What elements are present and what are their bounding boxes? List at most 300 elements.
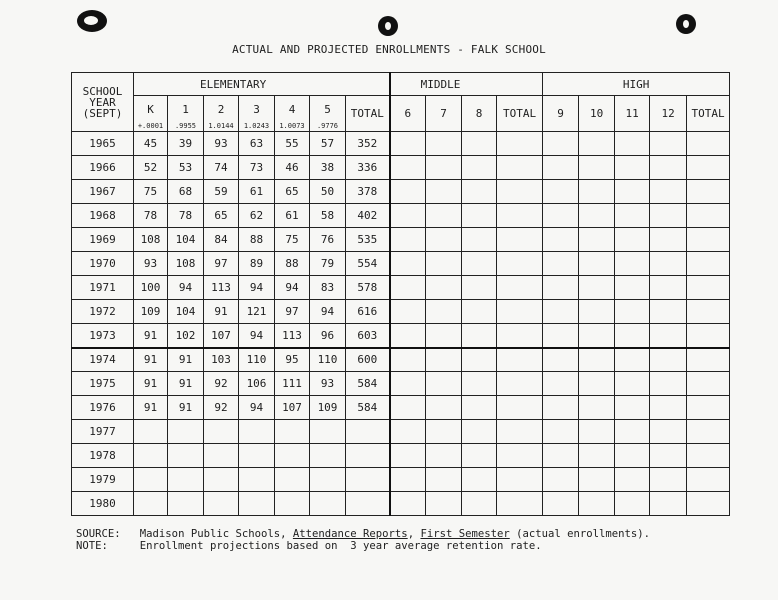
enrollment-cell	[168, 420, 204, 444]
enrollment-cell: 74	[204, 156, 239, 180]
empty-cell	[426, 252, 462, 276]
enrollment-cell	[204, 444, 239, 468]
empty-cell	[687, 156, 730, 180]
source-separator: ,	[407, 528, 421, 540]
grade-header-10: 10	[579, 96, 615, 132]
enrollment-cell: 94	[239, 396, 275, 420]
enrollment-cell	[204, 492, 239, 516]
grade-label: 4	[288, 103, 296, 116]
empty-cell	[497, 204, 543, 228]
enrollment-cell: 110	[239, 348, 275, 372]
enrollment-cell: 106	[239, 372, 275, 396]
empty-cell	[650, 300, 687, 324]
empty-cell	[615, 372, 650, 396]
empty-cell	[390, 132, 426, 156]
empty-cell	[543, 156, 579, 180]
grade-header-9: 9	[543, 96, 579, 132]
enrollment-cell: 94	[275, 276, 310, 300]
grade-label: 1	[182, 103, 189, 116]
school-year-line2: YEAR	[89, 95, 116, 109]
enrollment-cell: 75	[275, 228, 310, 252]
enrollment-table	[71, 72, 730, 516]
empty-cell	[543, 492, 579, 516]
empty-cell	[462, 324, 497, 348]
enrollment-cell: 91	[204, 300, 239, 324]
empty-cell	[615, 252, 650, 276]
empty-cell	[390, 372, 426, 396]
enrollment-cell: 84	[204, 228, 239, 252]
empty-cell	[687, 492, 730, 516]
empty-cell	[426, 180, 462, 204]
empty-cell	[615, 156, 650, 180]
note-text: Enrollment projections based on 3 year average retention rate.	[139, 540, 542, 552]
table-row	[72, 180, 730, 204]
enrollment-cell	[239, 420, 275, 444]
grade-header-11: 11	[615, 96, 650, 132]
enrollment-cell	[275, 420, 310, 444]
enrollment-cell: 73	[239, 156, 275, 180]
enrollment-cell: 108	[168, 252, 204, 276]
elementary-total-cell: 402	[346, 204, 390, 228]
empty-cell	[615, 300, 650, 324]
punch-hole-left	[77, 10, 107, 32]
enrollment-cell: 65	[204, 204, 239, 228]
enrollment-cell	[239, 492, 275, 516]
enrollment-cell: 88	[275, 252, 310, 276]
enrollment-cell: 94	[310, 300, 346, 324]
empty-cell	[650, 324, 687, 348]
table-row	[72, 444, 730, 468]
empty-cell	[426, 468, 462, 492]
empty-cell	[497, 252, 543, 276]
enrollment-cell: 94	[239, 276, 275, 300]
empty-cell	[615, 324, 650, 348]
empty-cell	[462, 156, 497, 180]
empty-cell	[497, 324, 543, 348]
empty-cell	[497, 180, 543, 204]
enrollment-cell: 59	[204, 180, 239, 204]
empty-cell	[615, 492, 650, 516]
empty-cell	[579, 444, 615, 468]
retention-rate: 1.0243	[243, 122, 270, 130]
empty-cell	[462, 132, 497, 156]
year-cell: 1968	[72, 204, 134, 228]
empty-cell	[615, 468, 650, 492]
enrollment-cell: 62	[239, 204, 275, 228]
empty-cell	[650, 228, 687, 252]
year-cell: 1972	[72, 300, 134, 324]
enrollment-cell: 113	[275, 324, 310, 348]
grade-header-1	[168, 96, 204, 132]
enrollment-cell: 94	[168, 276, 204, 300]
enrollment-cell: 83	[310, 276, 346, 300]
elementary-total-cell	[346, 420, 390, 444]
empty-cell	[390, 324, 426, 348]
retention-rate: .9776	[316, 122, 339, 130]
elementary-total-header: TOTAL	[346, 96, 390, 132]
grade-header-6: 6	[390, 96, 426, 132]
enrollment-cell: 104	[168, 300, 204, 324]
enrollment-cell: 65	[275, 180, 310, 204]
high-total-header: TOTAL	[687, 96, 730, 132]
empty-cell	[462, 444, 497, 468]
school-year-line3: (SEPT)	[82, 106, 123, 120]
empty-cell	[650, 372, 687, 396]
empty-cell	[462, 348, 497, 372]
enrollment-cell	[204, 468, 239, 492]
enrollment-cell	[275, 444, 310, 468]
middle-group-header: MIDDLE	[390, 73, 543, 96]
empty-cell	[650, 444, 687, 468]
enrollment-cell: 46	[275, 156, 310, 180]
year-cell: 1973	[72, 324, 134, 348]
empty-cell	[579, 348, 615, 372]
empty-cell	[615, 132, 650, 156]
empty-cell	[579, 228, 615, 252]
empty-cell	[543, 396, 579, 420]
empty-cell	[543, 348, 579, 372]
table-row	[72, 276, 730, 300]
empty-cell	[579, 156, 615, 180]
enrollment-cell: 91	[168, 348, 204, 372]
enrollment-cell: 110	[310, 348, 346, 372]
year-cell: 1978	[72, 444, 134, 468]
enrollment-cell: 92	[204, 372, 239, 396]
enrollment-cell: 92	[204, 396, 239, 420]
empty-cell	[687, 276, 730, 300]
empty-cell	[579, 252, 615, 276]
first-semester-link: First Semester	[420, 528, 510, 540]
enrollment-cell	[134, 492, 168, 516]
elementary-total-cell: 378	[346, 180, 390, 204]
enrollment-cell: 61	[275, 204, 310, 228]
grade-header-2	[204, 96, 239, 132]
enrollment-cell	[275, 468, 310, 492]
empty-cell	[579, 468, 615, 492]
empty-cell	[579, 300, 615, 324]
empty-cell	[390, 180, 426, 204]
empty-cell	[615, 204, 650, 228]
empty-cell	[462, 204, 497, 228]
enrollment-cell	[168, 492, 204, 516]
empty-cell	[579, 420, 615, 444]
enrollment-cell	[168, 468, 204, 492]
enrollment-cell: 91	[168, 372, 204, 396]
empty-cell	[687, 252, 730, 276]
enrollment-cell	[239, 468, 275, 492]
enrollment-cell: 88	[239, 228, 275, 252]
empty-cell	[615, 444, 650, 468]
empty-cell	[650, 132, 687, 156]
empty-cell	[497, 372, 543, 396]
empty-cell	[543, 324, 579, 348]
empty-cell	[543, 300, 579, 324]
empty-cell	[462, 180, 497, 204]
high-group-header: HIGH	[543, 73, 730, 96]
empty-cell	[497, 156, 543, 180]
elementary-total-cell: 600	[346, 348, 390, 372]
enrollment-cell: 39	[168, 132, 204, 156]
empty-cell	[687, 132, 730, 156]
empty-cell	[426, 156, 462, 180]
empty-cell	[497, 420, 543, 444]
empty-cell	[579, 180, 615, 204]
enrollment-cell: 38	[310, 156, 346, 180]
enrollment-cell	[239, 444, 275, 468]
grade-header-5	[310, 96, 346, 132]
empty-cell	[687, 420, 730, 444]
elementary-total-cell	[346, 492, 390, 516]
empty-cell	[650, 276, 687, 300]
empty-cell	[579, 492, 615, 516]
year-cell: 1971	[72, 276, 134, 300]
enrollment-cell: 75	[134, 180, 168, 204]
middle-total-header: TOTAL	[497, 96, 543, 132]
empty-cell	[390, 420, 426, 444]
punch-hole-middle	[378, 16, 398, 36]
enrollment-cell	[168, 444, 204, 468]
empty-cell	[426, 300, 462, 324]
empty-cell	[543, 468, 579, 492]
enrollment-cell	[134, 420, 168, 444]
enrollment-cell: 79	[310, 252, 346, 276]
source-suffix: (actual enrollments).	[509, 528, 651, 540]
enrollment-cell: 91	[168, 396, 204, 420]
retention-rate: 1.0073	[279, 122, 305, 130]
school-year-header	[72, 73, 134, 132]
table-row	[72, 156, 730, 180]
elementary-total-cell: 554	[346, 252, 390, 276]
retention-rate: +.0001	[137, 122, 164, 130]
enrollment-cell: 89	[239, 252, 275, 276]
enrollment-cell	[310, 492, 346, 516]
grade-header-7: 7	[426, 96, 462, 132]
empty-cell	[543, 204, 579, 228]
enrollment-cell: 100	[134, 276, 168, 300]
empty-cell	[497, 276, 543, 300]
enrollment-cell: 91	[134, 348, 168, 372]
empty-cell	[462, 300, 497, 324]
empty-cell	[426, 324, 462, 348]
grade-label: K	[147, 103, 154, 116]
enrollment-cell: 78	[134, 204, 168, 228]
empty-cell	[579, 396, 615, 420]
empty-cell	[687, 372, 730, 396]
empty-cell	[687, 228, 730, 252]
elementary-total-cell	[346, 468, 390, 492]
enrollment-cell: 63	[239, 132, 275, 156]
empty-cell	[579, 324, 615, 348]
enrollment-cell: 50	[310, 180, 346, 204]
grade-label: 2	[217, 103, 225, 116]
punch-hole-right	[676, 14, 696, 34]
empty-cell	[615, 420, 650, 444]
empty-cell	[687, 300, 730, 324]
grade-header-k	[134, 96, 168, 132]
grade-header-12: 12	[650, 96, 687, 132]
empty-cell	[426, 204, 462, 228]
empty-cell	[687, 444, 730, 468]
year-cell: 1980	[72, 492, 134, 516]
table-row	[72, 396, 730, 420]
table-row	[72, 348, 730, 372]
table-row	[72, 492, 730, 516]
empty-cell	[390, 300, 426, 324]
empty-cell	[650, 252, 687, 276]
empty-cell	[497, 396, 543, 420]
empty-cell	[462, 228, 497, 252]
enrollment-cell: 93	[134, 252, 168, 276]
enrollment-cell: 104	[168, 228, 204, 252]
empty-cell	[390, 348, 426, 372]
empty-cell	[390, 228, 426, 252]
enrollment-cell: 78	[168, 204, 204, 228]
empty-cell	[462, 420, 497, 444]
elementary-total-cell: 584	[346, 372, 390, 396]
enrollment-cell	[204, 420, 239, 444]
year-cell: 1966	[72, 156, 134, 180]
enrollment-cell: 76	[310, 228, 346, 252]
empty-cell	[497, 228, 543, 252]
enrollment-cell: 96	[310, 324, 346, 348]
empty-cell	[650, 204, 687, 228]
footnote	[76, 540, 542, 552]
empty-cell	[462, 372, 497, 396]
source-label: SOURCE:	[76, 528, 121, 540]
empty-cell	[650, 180, 687, 204]
empty-cell	[543, 444, 579, 468]
empty-cell	[497, 492, 543, 516]
grade-header-3	[239, 96, 275, 132]
enrollment-cell: 107	[275, 396, 310, 420]
enrollment-cell: 121	[239, 300, 275, 324]
enrollment-cell	[275, 492, 310, 516]
empty-cell	[543, 252, 579, 276]
empty-cell	[650, 492, 687, 516]
empty-cell	[650, 420, 687, 444]
enrollment-cell: 91	[134, 396, 168, 420]
empty-cell	[615, 276, 650, 300]
attendance-reports-link: Attendance Reports	[292, 528, 408, 540]
enrollment-cell: 61	[239, 180, 275, 204]
year-cell: 1967	[72, 180, 134, 204]
table-row	[72, 252, 730, 276]
enrollment-cell: 45	[134, 132, 168, 156]
table-row	[72, 324, 730, 348]
empty-cell	[426, 492, 462, 516]
enrollment-cell: 91	[134, 372, 168, 396]
year-cell: 1970	[72, 252, 134, 276]
empty-cell	[497, 348, 543, 372]
enrollment-cell: 58	[310, 204, 346, 228]
enrollment-cell	[310, 444, 346, 468]
empty-cell	[462, 468, 497, 492]
enrollment-cell	[310, 468, 346, 492]
empty-cell	[579, 204, 615, 228]
empty-cell	[650, 348, 687, 372]
year-cell: 1979	[72, 468, 134, 492]
empty-cell	[426, 276, 462, 300]
empty-cell	[687, 204, 730, 228]
empty-cell	[650, 156, 687, 180]
empty-cell	[426, 396, 462, 420]
grade-header-8: 8	[462, 96, 497, 132]
enrollment-cell: 68	[168, 180, 204, 204]
enrollment-cell	[134, 468, 168, 492]
retention-rate: .9955	[174, 122, 197, 130]
table-row	[72, 204, 730, 228]
enrollment-cell	[134, 444, 168, 468]
elementary-total-cell: 336	[346, 156, 390, 180]
year-cell: 1974	[72, 348, 134, 372]
empty-cell	[650, 468, 687, 492]
enrollment-cell: 109	[134, 300, 168, 324]
enrollment-cell: 52	[134, 156, 168, 180]
empty-cell	[390, 396, 426, 420]
enrollment-cell: 93	[204, 132, 239, 156]
empty-cell	[615, 180, 650, 204]
enrollment-cell: 108	[134, 228, 168, 252]
elementary-total-cell: 578	[346, 276, 390, 300]
table-row	[72, 300, 730, 324]
table-row	[72, 468, 730, 492]
year-cell: 1969	[72, 228, 134, 252]
empty-cell	[687, 468, 730, 492]
empty-cell	[615, 396, 650, 420]
empty-cell	[462, 276, 497, 300]
empty-cell	[462, 252, 497, 276]
enrollment-cell: 91	[134, 324, 168, 348]
empty-cell	[543, 276, 579, 300]
empty-cell	[390, 276, 426, 300]
enrollment-cell: 95	[275, 348, 310, 372]
empty-cell	[687, 180, 730, 204]
elementary-total-cell: 535	[346, 228, 390, 252]
enrollment-cell	[310, 420, 346, 444]
enrollment-cell: 103	[204, 348, 239, 372]
enrollment-cell: 97	[275, 300, 310, 324]
elementary-total-cell: 603	[346, 324, 390, 348]
empty-cell	[650, 396, 687, 420]
grade-label: 3	[253, 103, 260, 116]
grade-label: 5	[324, 103, 331, 116]
empty-cell	[543, 420, 579, 444]
empty-cell	[426, 132, 462, 156]
empty-cell	[497, 468, 543, 492]
enrollment-cell: 97	[204, 252, 239, 276]
empty-cell	[426, 228, 462, 252]
enrollment-cell: 109	[310, 396, 346, 420]
enrollment-cell: 94	[239, 324, 275, 348]
empty-cell	[390, 204, 426, 228]
empty-cell	[462, 492, 497, 516]
table-row	[72, 132, 730, 156]
year-cell: 1976	[72, 396, 134, 420]
empty-cell	[687, 396, 730, 420]
table-row	[72, 372, 730, 396]
enrollment-cell: 93	[310, 372, 346, 396]
empty-cell	[579, 276, 615, 300]
enrollment-cell: 53	[168, 156, 204, 180]
empty-cell	[390, 156, 426, 180]
elementary-group-header: ELEMENTARY	[134, 73, 390, 96]
source-text: Madison Public Schools,	[139, 528, 293, 540]
empty-cell	[426, 444, 462, 468]
retention-rate: 1.0144	[208, 122, 234, 130]
empty-cell	[497, 132, 543, 156]
year-cell: 1975	[72, 372, 134, 396]
enrollment-cell: 102	[168, 324, 204, 348]
